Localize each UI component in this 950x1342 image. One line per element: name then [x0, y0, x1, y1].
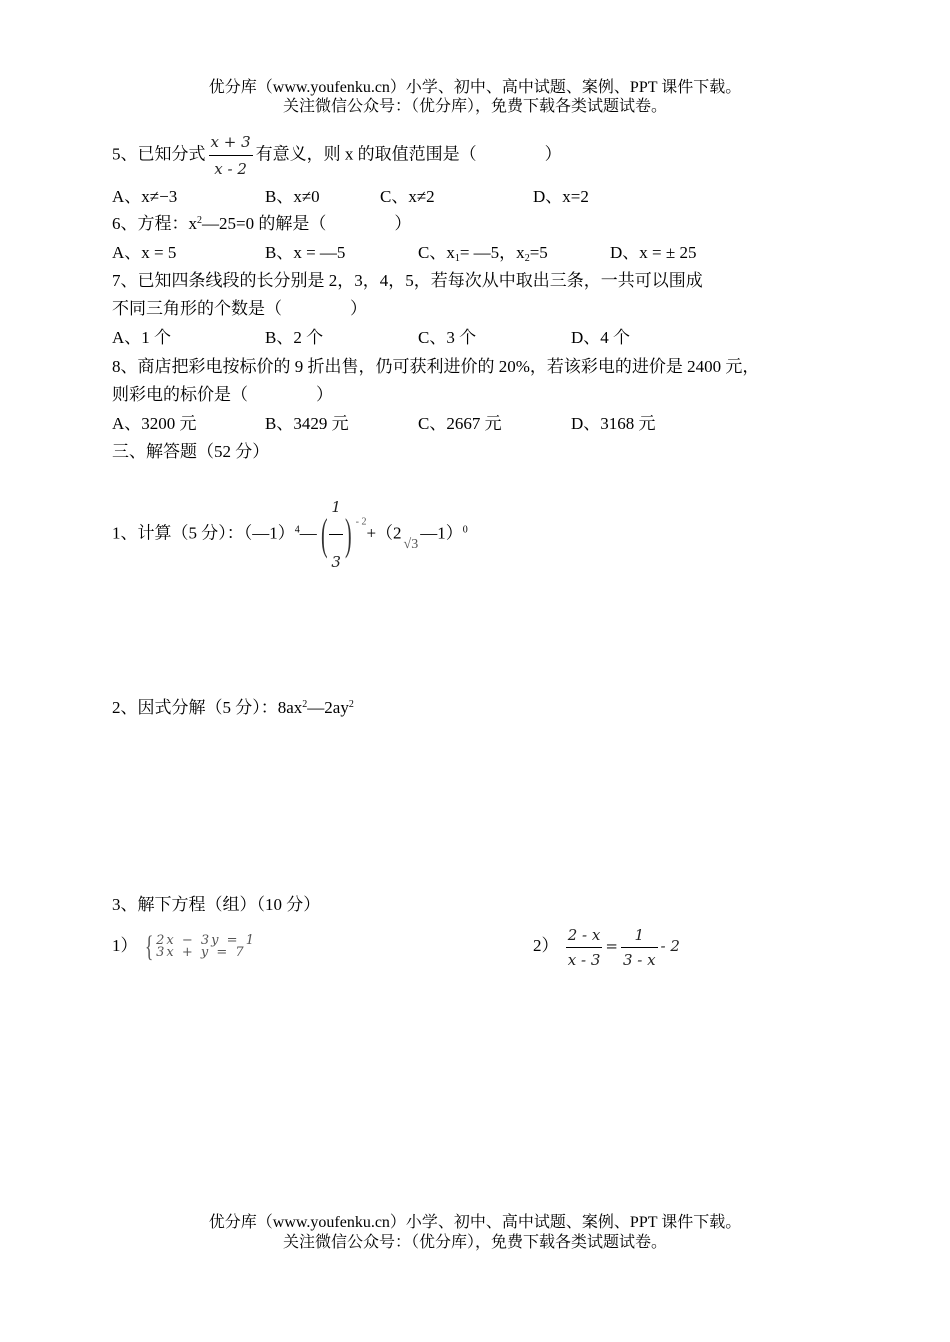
p1-label: 1、计算（5 分）：（—1） — [112, 523, 295, 543]
q6-prefix: 6、方程：x — [112, 214, 197, 233]
q6-exponent: 2 — [197, 215, 202, 226]
p1-left-paren: ( — [320, 509, 328, 559]
q8-option-b: B、3429 元 — [265, 414, 349, 433]
q6-option-a: A、x = 5 — [112, 243, 177, 262]
problem-1 — [112, 482, 468, 587]
q6-option-d: D、x = ± 25 — [610, 243, 697, 262]
q5-option-b: B、x≠0 — [265, 187, 320, 206]
p2-exponent-1: 2 — [302, 699, 308, 710]
q7-line-1: 7、已知四条线段的长分别是 2，3，4，5，若每次从中取出三条，一共可以围成 — [112, 271, 703, 290]
p1-frac-den: 3 — [331, 553, 341, 571]
q5-prefix: 5、已知分式 — [112, 144, 206, 164]
p1-right-paren: ) — [344, 509, 352, 559]
q6-option-c-post: =5 — [529, 243, 548, 262]
header-line-2: 关注微信公众号：（优分库），免费下载各类试题试卷。 — [282, 98, 667, 115]
q8-line-1: 8、商店把彩电按标价的 9 折出售，仍可获利进价的 20%，若该彩电的进价是 2400 元， — [112, 357, 760, 376]
p3-rhs-fraction — [621, 925, 658, 970]
q5-suffix: 有意义，则 x 的取值范围是（ ） — [255, 144, 562, 164]
q6-option-c — [418, 242, 548, 264]
p3-sub2-label: 2） — [533, 936, 559, 955]
q5-fraction — [209, 131, 253, 180]
q6-option-c-sub1: 1 — [454, 253, 460, 264]
q8-option-d: D、3168 元 — [571, 414, 656, 433]
p3-equals: = — [605, 937, 618, 955]
question-6 — [112, 213, 411, 235]
p2-exponent-2: 2 — [348, 699, 354, 710]
p3-sub1-label: 1） — [112, 936, 138, 955]
q5-denominator: x - 2 — [214, 160, 247, 178]
q6-option-c-sub2: 2 — [524, 253, 530, 264]
section-3-title: 三、解答题（52 分） — [112, 442, 270, 461]
q8-option-a: A、3200 元 — [112, 414, 197, 433]
p1-minus-one: —1） — [420, 523, 463, 543]
p3-lhs-fraction — [566, 925, 603, 970]
p3-rhs-num: 1 — [621, 925, 658, 948]
p1-plus: +（2 — [366, 523, 402, 543]
header-line-1: 优分库（www.youfenku.cn）小学、初中、高中试题、案例、PPT 课件下载。 — [208, 79, 742, 96]
p2-mid: —2ay — [307, 698, 349, 717]
p1-exponent-2: - 2 — [355, 516, 367, 528]
q5-option-d: D、x=2 — [533, 187, 589, 206]
q6-option-c-mid: = —5，x — [459, 243, 525, 262]
q5-option-a: A、x≠−3 — [112, 187, 178, 206]
p1-fraction — [329, 482, 343, 587]
q8-line-2: 则彩电的标价是（ ） — [112, 385, 333, 404]
q8-option-c: C、2667 元 — [418, 414, 502, 433]
system-brace: { — [144, 930, 154, 964]
q6-option-c-pre: C、x — [418, 243, 455, 262]
q7-option-c: C、3 个 — [418, 328, 477, 347]
problem-2 — [112, 697, 354, 719]
problem-3-part-1 — [112, 926, 256, 966]
p2-label: 2、因式分解（5 分）：8ax — [112, 698, 303, 717]
q5-numerator: x + 3 — [209, 131, 253, 156]
problem-3-title: 3、解下方程（组）（10 分） — [112, 895, 321, 914]
p3-rhs-tail: - 2 — [660, 937, 680, 955]
p1-frac-num: 1 — [329, 482, 343, 535]
p3-lhs-den: x - 3 — [567, 950, 601, 969]
q6-suffix: —25=0 的解是（ ） — [202, 214, 412, 233]
q7-option-a: A、1 个 — [112, 328, 172, 347]
p1-sqrt: √3 — [403, 537, 419, 553]
system-line-2: 3x + y = 7 — [156, 945, 246, 961]
footer-line-2: 关注微信公众号：（优分库），免费下载各类试题试卷。 — [282, 1234, 667, 1251]
q7-option-b: B、2 个 — [265, 328, 324, 347]
equation-system — [156, 935, 256, 959]
footer-line-1: 优分库（www.youfenku.cn）小学、初中、高中试题、案例、PPT 课件下载。 — [208, 1214, 742, 1231]
p3-lhs-num: 2 - x — [566, 925, 603, 948]
p1-dash: — — [299, 523, 317, 543]
p1-exponent-3: 0 — [462, 524, 468, 536]
q7-line-2: 不同三角形的个数是（ ） — [112, 299, 367, 318]
p3-rhs-den: 3 - x — [622, 950, 656, 969]
q7-option-d: D、4 个 — [571, 328, 631, 347]
system-line-1: 2x − 3y = 1 — [156, 933, 256, 949]
p1-exponent-1: 4 — [294, 524, 300, 536]
problem-3-part-2 — [533, 922, 680, 970]
q6-option-b: B、x = —5 — [265, 243, 346, 262]
q5-option-c: C、x≠2 — [380, 187, 435, 206]
question-5 — [112, 131, 562, 180]
